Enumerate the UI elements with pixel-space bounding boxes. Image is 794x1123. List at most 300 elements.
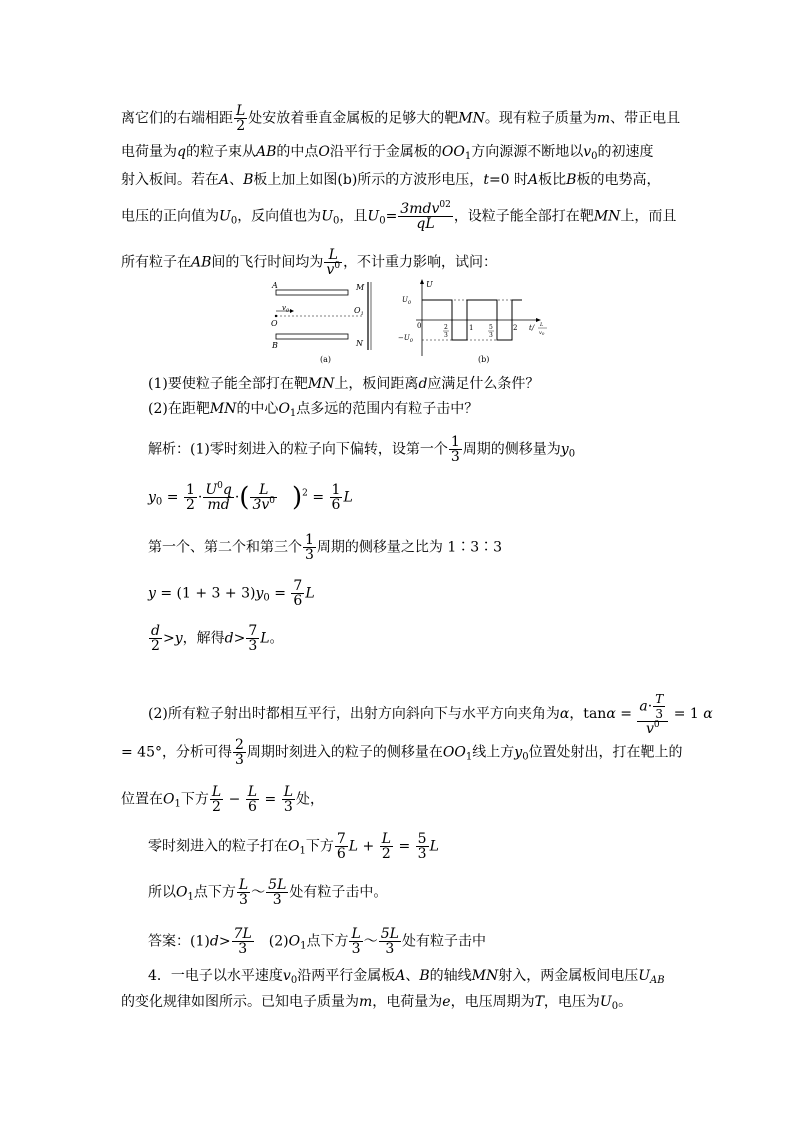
text: −	[224, 791, 245, 808]
var: L	[381, 831, 392, 847]
frac-den: 2	[381, 846, 391, 862]
text: 离它们的右端相距	[121, 110, 233, 127]
fraction	[246, 624, 259, 653]
var: v	[282, 968, 291, 984]
caption-b: (b)	[478, 355, 490, 364]
solution-line-8	[121, 785, 324, 814]
sub: 0	[230, 215, 238, 227]
y-arrow-icon	[420, 279, 424, 284]
var: a	[639, 698, 648, 715]
sup: 0	[269, 496, 275, 506]
paren: )	[292, 482, 303, 513]
var: MN	[307, 376, 335, 392]
text: 解析：(1)零时刻进入的粒子向下偏转，设第一个	[148, 441, 448, 458]
frac-num	[203, 483, 234, 498]
var: L	[328, 247, 338, 263]
sub: 0	[591, 151, 598, 162]
var: L	[238, 877, 249, 893]
label-origin: 0	[417, 322, 422, 330]
var: O	[288, 838, 300, 855]
statement-line-5	[121, 248, 497, 277]
text: ，不计重力影响，试问：	[343, 254, 498, 271]
var: T	[655, 692, 664, 706]
sub: 1	[300, 940, 307, 952]
var: U	[219, 208, 231, 225]
sub: 0	[290, 975, 298, 986]
fraction	[237, 878, 250, 907]
frac-den: 3	[305, 547, 314, 563]
text: 所以	[148, 884, 176, 901]
sub: 0	[379, 215, 386, 227]
frac-num: 1	[450, 434, 460, 450]
frac-den: 3	[655, 707, 664, 721]
fraction	[416, 832, 429, 861]
var: d	[209, 933, 219, 950]
var: U	[321, 208, 333, 225]
text: ～	[363, 933, 378, 950]
text: 板上加上如图(b)所示的方波形电压，	[253, 172, 484, 188]
text: ，电压为	[543, 994, 600, 1010]
var: α	[606, 706, 616, 722]
frac-den: 3	[235, 752, 244, 768]
tick-2: 2	[513, 324, 518, 332]
fraction	[637, 692, 668, 736]
var: L	[343, 489, 353, 506]
sup: 2	[302, 488, 308, 499]
var: L	[429, 838, 439, 855]
text: 上，而且	[620, 208, 677, 225]
var: MN	[593, 208, 621, 225]
text: >	[233, 630, 246, 647]
figure-b-square-wave-graph	[398, 278, 554, 364]
answer	[148, 927, 486, 956]
solution-line-4	[148, 579, 315, 608]
label-U: U	[426, 280, 433, 289]
sub: 1	[187, 891, 194, 903]
fraction	[291, 579, 304, 608]
label-U0: $U_0$	[402, 296, 412, 306]
point-O	[275, 315, 277, 317]
var: O	[288, 933, 301, 950]
frac-den: 3	[248, 638, 258, 654]
var: OO	[442, 744, 466, 761]
frac-num	[210, 785, 223, 800]
text: 下方	[305, 838, 334, 855]
text: 下方	[180, 791, 209, 808]
frac-den	[250, 498, 277, 512]
var: m	[359, 994, 373, 1010]
var: y	[560, 441, 569, 458]
inner-fraction	[653, 692, 665, 721]
solution-line-3	[148, 533, 502, 562]
text: ，且	[339, 208, 368, 225]
var: AB	[255, 144, 277, 160]
statement-line-4	[121, 202, 676, 231]
var: O	[163, 791, 175, 808]
sub: 0	[155, 496, 163, 508]
text: 的变化规律如图所示。已知电子质量为	[121, 994, 359, 1010]
fraction	[149, 624, 162, 653]
var: O	[318, 144, 330, 160]
text: (2)	[268, 933, 289, 950]
text: ·	[234, 489, 240, 506]
var: y	[174, 630, 183, 647]
text: 方向源源不断地以	[471, 144, 584, 160]
var: v	[646, 721, 654, 737]
var: L	[348, 838, 359, 855]
solution-line-9	[148, 832, 439, 861]
problem-4-line-1	[148, 966, 665, 986]
text: 射入板间。若在	[121, 172, 219, 188]
frac-den: 6	[247, 799, 257, 815]
sub: 1	[174, 798, 181, 810]
frac-den: 2	[236, 118, 246, 134]
text: 4．一电子以水平速度	[148, 968, 283, 984]
fraction	[203, 483, 234, 512]
text: 。	[269, 630, 284, 647]
var: L	[211, 784, 222, 800]
frac-den: 3	[351, 941, 361, 957]
frac-num	[246, 785, 259, 800]
frac-den: 3	[238, 941, 248, 957]
var: 5L	[380, 926, 399, 942]
sub: 1	[289, 408, 297, 419]
problem-4-line-2	[121, 992, 632, 1012]
var: A	[219, 172, 230, 188]
frac-num	[380, 832, 393, 847]
fraction	[335, 832, 348, 861]
text: ，反向值也为	[237, 208, 322, 225]
text: 周期时刻进入的粒子的侧移量在	[246, 744, 443, 761]
frac-num	[349, 927, 362, 942]
arrow-head-icon	[290, 309, 294, 313]
fraction	[398, 202, 453, 231]
var: O	[176, 884, 188, 901]
var: q	[177, 144, 186, 160]
var: AB	[191, 254, 212, 271]
frac-num: 1	[305, 532, 314, 548]
var: L	[260, 630, 270, 647]
frac-num: 7	[248, 623, 258, 639]
var: U	[367, 208, 380, 225]
var: U	[599, 994, 612, 1010]
text: 零时刻进入的粒子打在	[148, 838, 288, 855]
var: e	[442, 994, 451, 1010]
frac-den: 2	[185, 497, 195, 513]
var: 3mdv	[400, 201, 440, 217]
frac-den: 2	[151, 638, 160, 654]
text: 周期的侧移量为	[462, 441, 561, 458]
text: ，解得	[182, 630, 225, 647]
var: v	[326, 262, 335, 278]
text: 的轴线	[429, 968, 472, 984]
text: =	[269, 585, 291, 602]
tick-2-3-num: 2	[444, 324, 448, 331]
sup: 0	[653, 720, 660, 730]
frac-den: 6	[331, 497, 341, 513]
var: OO	[441, 144, 465, 160]
frac-num: 2	[235, 737, 244, 753]
plate-A	[276, 290, 348, 295]
fraction	[303, 533, 316, 562]
fraction	[330, 483, 343, 512]
text: 点下方	[306, 933, 349, 950]
text: 点下方	[193, 884, 236, 901]
fraction	[266, 878, 288, 907]
frac-num	[266, 878, 288, 893]
text: ，设粒子能全部打在靶	[453, 208, 594, 225]
caption-a: (a)	[320, 355, 332, 364]
text: =0 时	[488, 172, 529, 188]
text: 、	[229, 172, 244, 188]
text: 所有粒子在	[121, 254, 191, 271]
fraction	[250, 483, 277, 512]
var: d	[151, 623, 160, 639]
solution-line-2	[148, 483, 353, 512]
text: 点多远的范围内有粒子击中？	[296, 401, 479, 417]
frac-den: 3	[385, 941, 395, 957]
label-O: O	[271, 319, 278, 328]
fraction	[233, 738, 246, 767]
solution-line-7	[121, 738, 683, 767]
text: =	[162, 489, 183, 506]
frac-num	[398, 202, 453, 217]
sub: 0	[522, 751, 529, 763]
text: 电压的正向值为	[121, 208, 219, 225]
var: MN	[471, 968, 499, 984]
label-B: B	[272, 341, 278, 350]
var: d	[224, 630, 234, 647]
frac-den: 3	[272, 892, 282, 908]
tick-5-3-num: 5	[489, 324, 493, 331]
frac-num: 7	[336, 831, 346, 847]
paren: (	[239, 482, 250, 513]
var: α	[703, 706, 713, 722]
text: 的粒子束从	[185, 144, 256, 160]
text: =	[307, 489, 329, 506]
statement-line-3	[121, 170, 660, 190]
solution-line-5	[148, 624, 284, 653]
var: y	[255, 585, 264, 602]
sub: 0	[333, 215, 340, 227]
frac-num: L	[236, 103, 246, 119]
text: ，电荷量为	[372, 994, 443, 1010]
text: =	[385, 208, 398, 225]
var: MN	[458, 110, 485, 127]
fraction	[210, 785, 223, 814]
var: md	[207, 497, 230, 513]
text: 应满足什么条件？	[427, 376, 540, 392]
fraction	[324, 248, 342, 277]
fraction	[379, 927, 401, 956]
text: ·	[197, 489, 203, 506]
var: MN	[209, 401, 237, 417]
label-negU0: $-U_0$	[398, 334, 413, 344]
text: 的中心	[236, 401, 279, 417]
text: 、带正电且	[610, 110, 681, 127]
var: L	[305, 585, 315, 602]
frac-den: 3	[417, 846, 427, 862]
fraction	[449, 435, 462, 464]
text: 的中点	[276, 144, 319, 160]
text: 、	[405, 968, 420, 984]
text: = 1	[669, 706, 699, 722]
text: 答案：(1)	[148, 933, 210, 950]
label-A: A	[272, 281, 278, 290]
var: L	[259, 482, 269, 498]
question-1	[148, 374, 539, 394]
text: ·	[647, 698, 653, 715]
text: 第一个、第二个和第三个	[148, 539, 302, 556]
frac-num	[379, 927, 401, 942]
question-2	[148, 399, 478, 419]
frac-den: 6	[293, 593, 303, 609]
label-N: N	[356, 339, 363, 348]
frac-num	[282, 785, 295, 800]
solution-line-6	[148, 692, 713, 736]
axis-t-label: t/	[529, 324, 535, 332]
var: 5L	[268, 877, 287, 893]
text: = 45°，分析可得	[121, 744, 232, 761]
text: >	[162, 630, 175, 647]
text: ，电压周期为	[450, 994, 535, 1010]
var: A	[395, 968, 406, 984]
figure-a-plates-diagram	[268, 278, 380, 364]
var: B	[243, 172, 254, 188]
fraction	[234, 104, 247, 133]
text: 间的飞行时间均为	[211, 254, 324, 271]
var: v	[583, 144, 592, 160]
text: (1)要使粒子能全部打在靶	[148, 376, 308, 392]
frac-den	[637, 722, 668, 736]
text: 位置在	[121, 791, 163, 808]
fraction	[282, 785, 295, 814]
frac-den: 3	[283, 799, 293, 815]
text: (2)所有粒子射出时都相互平行，出射方向斜向下与水平方向夹角为	[148, 706, 560, 722]
text: 的初速度	[597, 144, 654, 160]
text: 沿两平行金属板	[297, 968, 396, 984]
tick-2-3-den: 3	[444, 332, 448, 339]
var: B	[566, 172, 577, 188]
var: qL	[416, 216, 435, 232]
var: y	[148, 489, 156, 506]
text: 处安放着垂直金属板的足够大的靶	[248, 110, 459, 127]
text: ～	[251, 884, 266, 901]
var: 3v	[252, 497, 270, 513]
statement-line-2	[121, 142, 654, 162]
text: 处有粒子击中。	[289, 884, 388, 901]
var: m	[596, 110, 611, 127]
text: =	[394, 838, 415, 855]
text: 周期的侧移量之比为 1∶3∶3	[316, 539, 503, 556]
frac-den: 3	[450, 449, 460, 465]
var: T	[534, 994, 544, 1010]
var: α	[559, 706, 570, 722]
text: (2)在距靶	[148, 401, 210, 417]
text: 上，板间距离	[334, 376, 419, 392]
var: L	[247, 784, 258, 800]
text: 位置处射出，打在靶上的	[528, 744, 683, 761]
var: A	[528, 172, 539, 188]
text: 处，	[296, 791, 325, 808]
sup: 0	[217, 481, 223, 491]
var: L	[351, 926, 361, 942]
frac-den: 6	[336, 846, 346, 862]
plate-B	[276, 334, 348, 339]
text: 线上方	[472, 744, 515, 761]
text: = (1 + 3 + 3)	[155, 585, 256, 602]
var: L	[283, 784, 294, 800]
var: t	[483, 172, 489, 188]
frac-den: 3	[239, 892, 248, 908]
text: 板比	[538, 172, 567, 188]
var: d	[418, 376, 428, 392]
sub: 1	[464, 151, 472, 162]
frac-num	[232, 927, 254, 942]
label-M: M	[356, 283, 365, 292]
text: =	[260, 791, 281, 808]
text: 沿平行于金属板的	[329, 144, 442, 160]
var: O	[278, 401, 290, 417]
text: 处有粒子击中	[401, 933, 486, 950]
statement-line-1	[121, 104, 680, 133]
frac-num: 1	[185, 482, 195, 498]
label-O1: $O_1$	[354, 306, 364, 317]
sup: 0	[334, 261, 341, 271]
tick-5-3-den: 3	[489, 332, 493, 339]
tick-1: 1	[469, 324, 474, 332]
frac-num	[149, 624, 162, 639]
text: 板的电势高，	[576, 172, 661, 188]
sub: 1	[465, 751, 473, 763]
solution-line-10	[148, 878, 387, 907]
fraction	[232, 927, 254, 956]
fraction	[246, 785, 259, 814]
sub: 0	[611, 1001, 619, 1012]
var: q	[222, 482, 232, 498]
var: U	[638, 968, 651, 984]
sub: 1	[299, 845, 306, 857]
text: 。	[618, 994, 633, 1010]
var: 7L	[233, 926, 252, 942]
sup: 02	[439, 200, 451, 210]
fraction	[380, 832, 393, 861]
label-v0: $v_0$	[282, 304, 290, 314]
var: y	[514, 744, 523, 761]
var: y	[148, 585, 156, 602]
frac-den	[203, 498, 234, 512]
frac-num: 7	[293, 578, 303, 594]
sub: 0	[263, 592, 270, 604]
text: +	[358, 838, 379, 855]
frac-num	[637, 692, 668, 722]
axis-t-den: $v_0$	[539, 330, 545, 336]
frac-den	[324, 263, 342, 277]
frac-num	[653, 692, 665, 707]
var: U	[205, 482, 218, 498]
sub: 0	[568, 448, 576, 460]
fraction	[349, 927, 362, 956]
text: =	[615, 706, 637, 722]
solution-line-1	[148, 435, 575, 464]
frac-num: 1	[331, 482, 341, 498]
var: B	[419, 968, 430, 984]
text: 电荷量为	[121, 144, 177, 160]
text: 射入，两金属板间电压	[498, 968, 639, 984]
text: 。现有粒子质量为	[484, 110, 597, 127]
text: >	[218, 933, 231, 950]
axis-t-num: L	[540, 322, 544, 328]
